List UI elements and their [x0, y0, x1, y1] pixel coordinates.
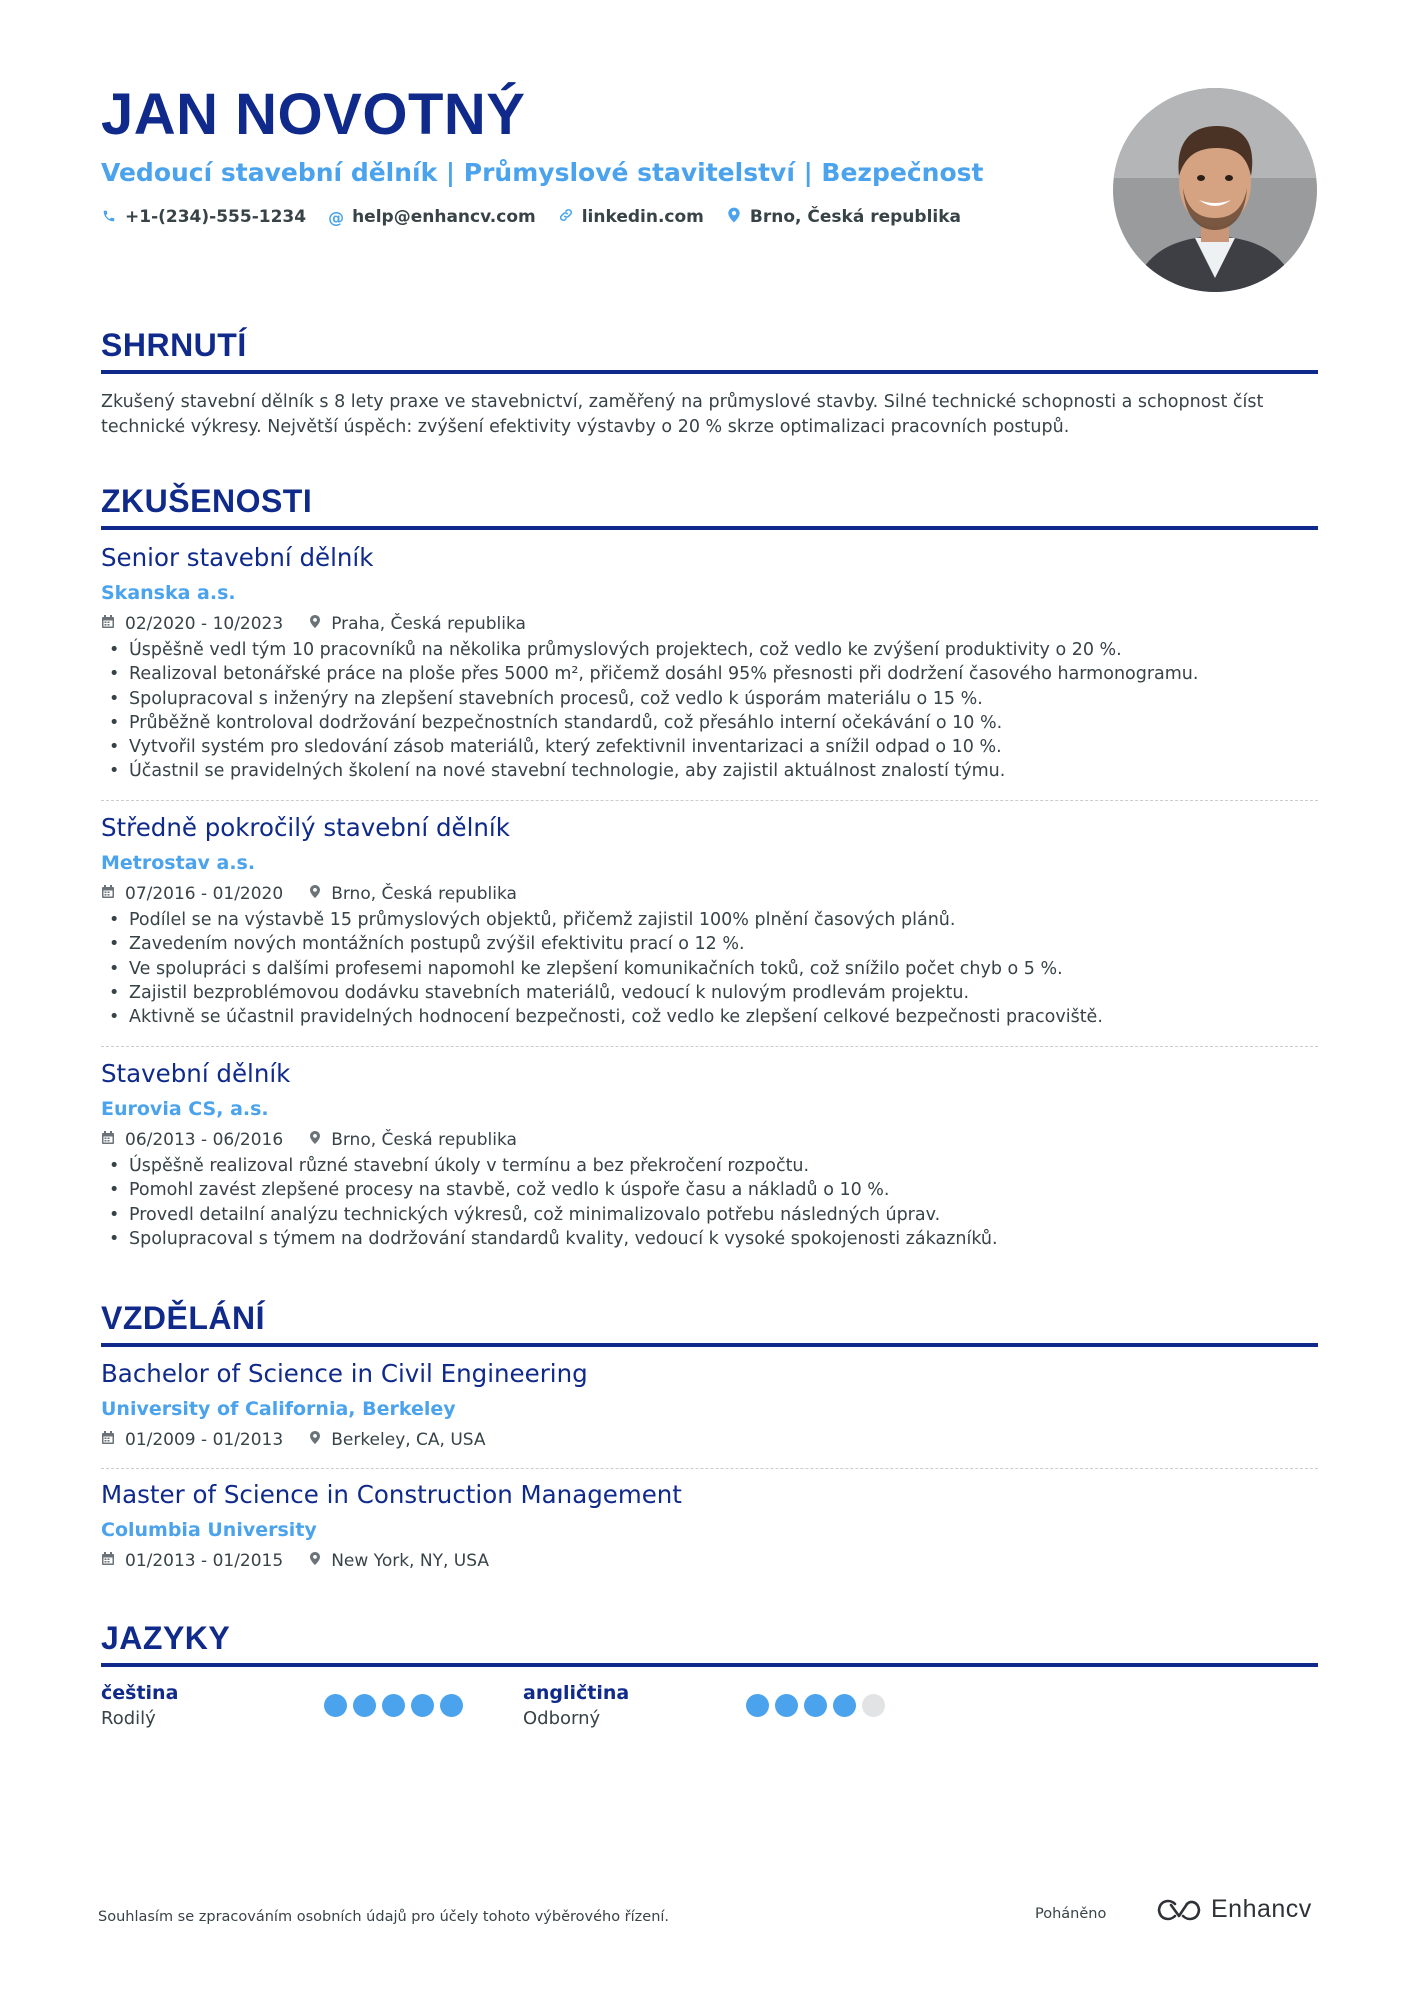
enhancv-logo-text: Enhancv	[1211, 1895, 1312, 1923]
location-icon	[309, 1428, 321, 1452]
job-title: Stavební dělník	[101, 1059, 291, 1088]
education-location-text: Berkeley, CA, USA	[331, 1430, 486, 1450]
job-dates	[101, 1128, 283, 1152]
education-location	[309, 1428, 485, 1452]
job-dates-text: 06/2013 - 06/2016	[125, 1130, 284, 1150]
company-name: Skanska a.s.	[101, 582, 236, 604]
entry-divider	[101, 800, 1318, 801]
bullet-item: • Provedl detailní analýzu technických výkresů, což minimalizovalo potřebu následných úprav.	[101, 1203, 1318, 1227]
contact-location	[726, 207, 961, 227]
consent-text: Souhlasím se zpracováním osobních údajů pro účely tohoto výběrového řízení.	[98, 1909, 670, 1925]
job-location-text: Brno, Česká republika	[331, 1130, 517, 1150]
rating-dot-filled	[324, 1694, 347, 1717]
section-rule	[101, 1343, 1318, 1347]
job-dates-text: 07/2016 - 01/2020	[125, 884, 284, 904]
job-meta	[101, 882, 1318, 906]
job-dates-text: 02/2020 - 10/2023	[125, 614, 284, 634]
job-location	[309, 612, 526, 636]
language-level: Rodilý	[101, 1708, 156, 1729]
bullet-item: • Průběžně kontroloval dodržování bezpečnostních standardů, což přesáhlo interní očekávání o 10 %.	[101, 711, 1318, 735]
experience-entry	[101, 542, 1318, 784]
company-name: Metrostav a.s.	[101, 852, 256, 874]
candidate-name: JAN NOVOTNÝ	[101, 82, 526, 147]
education-dates-text: 01/2009 - 01/2013	[125, 1430, 284, 1450]
language-level: Odborný	[523, 1708, 601, 1729]
contact-row	[101, 207, 1101, 227]
company-name: Eurovia CS, a.s.	[101, 1098, 269, 1120]
calendar-icon	[101, 612, 115, 636]
section-rule	[101, 370, 1318, 374]
contact-location-text: Brno, Česká republika	[749, 207, 961, 227]
job-title: Senior stavební dělník	[101, 543, 374, 572]
location-icon	[309, 1128, 321, 1152]
job-location-text: Praha, Česká republika	[331, 614, 526, 634]
calendar-icon	[101, 1428, 115, 1452]
job-meta	[101, 1128, 1318, 1152]
link-icon	[558, 207, 574, 227]
bullet-item: • Ve spolupráci s dalšími profesemi napomohl ke zlepšení komunikačních toků, což snížilo počet chyb o 5 %.	[101, 957, 1318, 981]
rating-dot-filled	[804, 1694, 827, 1717]
candidate-title: Vedoucí stavební dělník | Průmyslové stavitelství | Bezpečnost	[101, 158, 984, 187]
education-location	[309, 1549, 489, 1573]
profile-photo	[1113, 88, 1317, 292]
bullet-item: • Pomohl zavést zlepšené procesy na stavbě, což vedlo k úspoře času a nákladů o 10 %.	[101, 1178, 1318, 1202]
enhancv-logo[interactable]	[1155, 1895, 1312, 1924]
bullet-item: • Účastnil se pravidelných školení na nové stavební technologie, aby zajistil aktuálnost znalostí týmu.	[101, 759, 1318, 783]
language-rating	[746, 1694, 885, 1717]
job-dates	[101, 612, 283, 636]
powered-by-label: Poháněno	[1035, 1906, 1107, 1922]
bullet-item: • Zavedením nových montážních postupů zvýšil efektivitu prací o 12 %.	[101, 932, 1318, 956]
language-rating	[324, 1694, 463, 1717]
rating-dot-filled	[746, 1694, 769, 1717]
education-meta	[101, 1428, 1318, 1452]
language-item	[523, 1680, 923, 1732]
job-bullets	[101, 1154, 1318, 1251]
education-dates	[101, 1428, 283, 1452]
rating-dot-filled	[353, 1694, 376, 1717]
location-icon	[726, 207, 742, 227]
contact-linkedin-text: linkedin.com	[581, 207, 704, 227]
bullet-item: • Podílel se na výstavbě 15 průmyslových objektů, přičemž zajistil 100% plnění časových plánů.	[101, 908, 1318, 932]
education-dates-text: 01/2013 - 01/2015	[125, 1551, 284, 1571]
bullet-item: • Zajistil bezproblémovou dodávku stavebních materiálů, vedoucí k nulovým prodlevám projektu.	[101, 981, 1318, 1005]
contact-phone-text: +1-(234)-555-1234	[125, 207, 307, 227]
bullet-item: • Spolupracoval s inženýry na zlepšení stavebních procesů, což vedlo k úsporám materiálu o 15 %.	[101, 687, 1318, 711]
summary-text: Zkušený stavební dělník s 8 lety praxe ve stavebnictví, zaměřený na průmyslové stavby. Silné technické schopnosti a schopnost číst technické výkresy. Největší úspěch: zvýšení efektivity výstavby o 20 % skrze optimalizaci pracovních postupů.	[101, 392, 1264, 437]
job-meta	[101, 612, 1318, 636]
resume-header	[101, 80, 1101, 227]
rating-dot-empty	[862, 1694, 885, 1717]
job-location	[309, 1128, 517, 1152]
contact-email[interactable]	[328, 207, 536, 227]
bullet-item: • Vytvořil systém pro sledování zásob materiálů, který zefektivnil inventarizaci a snížil odpad o 10 %.	[101, 735, 1318, 759]
language-name: angličtina	[523, 1682, 630, 1704]
calendar-icon	[101, 1128, 115, 1152]
education-entry	[101, 1479, 1318, 1573]
rating-dot-filled	[833, 1694, 856, 1717]
location-icon	[309, 882, 321, 906]
contact-linkedin[interactable]	[558, 207, 704, 227]
calendar-icon	[101, 1549, 115, 1573]
language-item	[101, 1680, 501, 1732]
bullet-item: • Úspěšně realizoval různé stavební úkoly v termínu a bez překročení rozpočtu.	[101, 1154, 1318, 1178]
section-heading-experience: ZKUŠENOSTI	[101, 483, 313, 519]
job-location-text: Brno, Česká republika	[331, 884, 517, 904]
experience-entry	[101, 812, 1318, 1029]
bullet-item: • Aktivně se účastnil pravidelných hodnocení bezpečnosti, což vedlo ke zlepšení celkové bezpečnosti pracoviště.	[101, 1005, 1318, 1029]
section-rule	[101, 526, 1318, 530]
experience-entry	[101, 1058, 1318, 1251]
section-heading-summary: SHRNUTÍ	[101, 327, 247, 363]
job-title: Středně pokročilý stavební dělník	[101, 813, 510, 842]
education-meta	[101, 1549, 1318, 1573]
job-dates	[101, 882, 283, 906]
school-name: University of California, Berkeley	[101, 1398, 456, 1420]
enhancv-logo-icon	[1155, 1897, 1203, 1923]
phone-icon	[101, 208, 117, 227]
location-icon	[309, 612, 321, 636]
education-location-text: New York, NY, USA	[331, 1551, 489, 1571]
rating-dot-filled	[411, 1694, 434, 1717]
section-heading-education: VZDĚLÁNÍ	[101, 1300, 265, 1336]
language-name: čeština	[101, 1682, 179, 1704]
section-heading-languages: JAZYKY	[101, 1620, 231, 1656]
section-rule	[101, 1663, 1318, 1667]
rating-dot-filled	[440, 1694, 463, 1717]
entry-divider	[101, 1468, 1318, 1469]
bullet-item: • Spolupracoval s týmem na dodržování standardů kvality, vedoucí k vysoké spokojenosti zákazníků.	[101, 1227, 1318, 1251]
job-location	[309, 882, 517, 906]
contact-phone[interactable]	[101, 207, 306, 227]
location-icon	[309, 1549, 321, 1573]
job-bullets	[101, 908, 1318, 1029]
entry-divider	[101, 1046, 1318, 1047]
degree-title: Bachelor of Science in Civil Engineering	[101, 1359, 588, 1388]
job-bullets	[101, 638, 1318, 784]
rating-dot-filled	[382, 1694, 405, 1717]
rating-dot-filled	[775, 1694, 798, 1717]
at-icon: @	[328, 207, 345, 227]
degree-title: Master of Science in Construction Management	[101, 1480, 682, 1509]
education-dates	[101, 1549, 283, 1573]
education-entry	[101, 1358, 1318, 1452]
bullet-item: • Realizoval betonářské práce na ploše přes 5000 m², přičemž dosáhl 95% přesnosti při dodržení časového harmonogramu.	[101, 662, 1318, 686]
calendar-icon	[101, 882, 115, 906]
school-name: Columbia University	[101, 1519, 317, 1541]
bullet-item: • Úspěšně vedl tým 10 pracovníků na několika průmyslových projektech, což vedlo ke zvýšení produktivity o 20 %.	[101, 638, 1318, 662]
contact-email-text: help@enhancv.com	[352, 207, 536, 227]
